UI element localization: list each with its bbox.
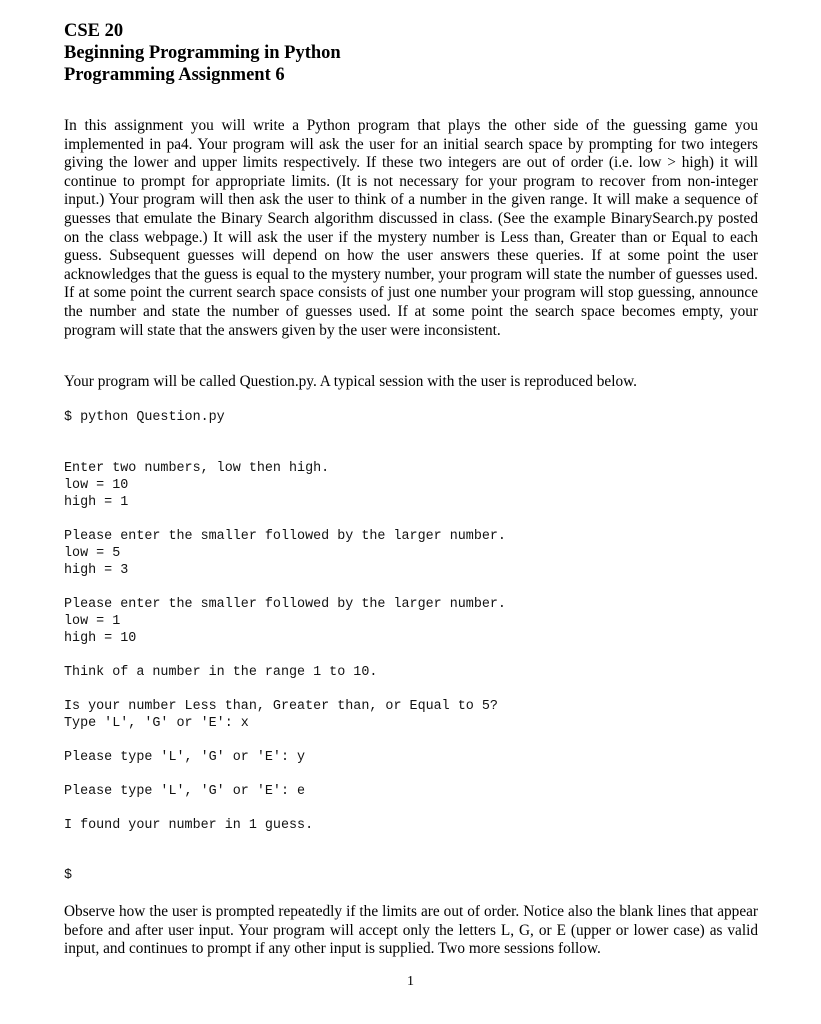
program-name-paragraph: Your program will be called Question.py. A typical session with the user is reproduced below. (64, 373, 637, 390)
session-final-prompt: $ (64, 868, 73, 883)
session-type-prompt-3: Please type 'L', 'G' or 'E': e (64, 784, 306, 799)
course-code: CSE 20 (64, 21, 124, 41)
session-question: Is your number Less than, Greater than, or Equal to 5? (64, 699, 498, 714)
session-reprompt-2: Please enter the smaller followed by the larger number. (64, 597, 506, 612)
session-found: I found your number in 1 guess. (64, 818, 314, 833)
session-high-2: high = 3 (64, 563, 129, 578)
page-number: 1 (407, 974, 414, 989)
session-type-prompt-1: Type 'L', 'G' or 'E': x (64, 716, 249, 731)
course-title: Beginning Programming in Python (64, 43, 341, 63)
session-high-1: high = 1 (64, 495, 129, 510)
assignment-title: Programming Assignment 6 (64, 65, 285, 85)
document-header (64, 20, 341, 86)
session-high-3: high = 10 (64, 631, 137, 646)
session-type-prompt-2: Please type 'L', 'G' or 'E': y (64, 750, 306, 765)
session-command: $ python Question.py (64, 410, 225, 425)
session-reprompt-1: Please enter the smaller followed by the larger number. (64, 529, 506, 544)
session-low-2: low = 5 (64, 546, 121, 561)
session-think: Think of a number in the range 1 to 10. (64, 665, 378, 680)
intro-paragraph: In this assignment you will write a Python program that plays the other side of the guessing game you implemented in pa4. Your program will ask the user for an initial search space by prompting for two integers giving the lower and upper limits respectively. If these two integers are out of order (i.e. low > high) it will continue to prompt for appropriate limits. (It is not necessary for your program to recover from non-integer input.) Your program will then ask the user to think of a number in the given range. It will make a sequence of guesses that emulate the Binary Search algorithm discussed in class. (See the example BinarySearch.py posted on the class webpage.) It will ask the user if the mystery number is Less than, Greater than or Equal to each guess. Subsequent guesses will depend on how the user answers these queries. If at some point the user acknowledges that the guess is equal to the mystery number, your program will state the number of guesses used. If at some point the current search space consists of just one number your program will stop guessing, announce the number and state the number of guesses used. If at some point the search space becomes empty, your program will state that the answers given by the user were inconsistent. (64, 117, 758, 339)
session-prompt-two-numbers: Enter two numbers, low then high. (64, 461, 330, 476)
observe-paragraph: Observe how the user is prompted repeatedly if the limits are out of order. Notice also the blank lines that appear before and after user input. Your program will accept only the letters L, G, or E (upper or lower case) as valid input, and continues to prompt if any other input is supplied. Two more sessions follow. (64, 903, 758, 958)
session-low-1: low = 10 (64, 478, 129, 493)
session-low-3: low = 1 (64, 614, 121, 629)
